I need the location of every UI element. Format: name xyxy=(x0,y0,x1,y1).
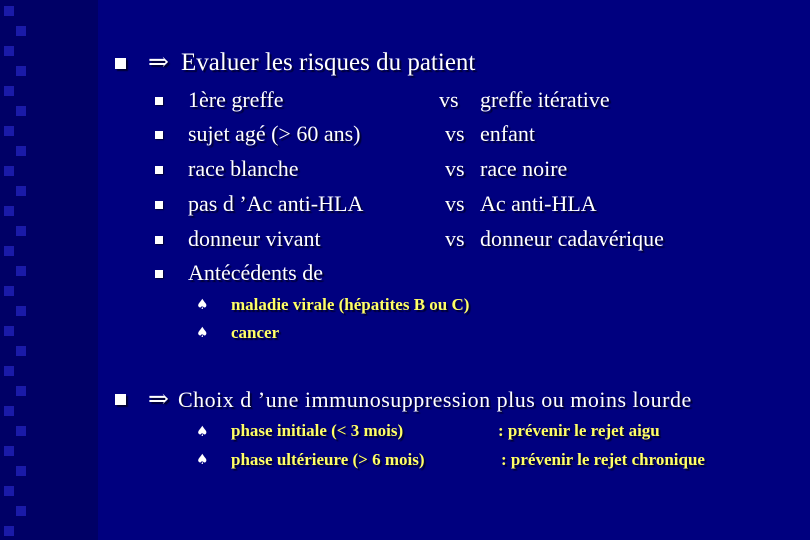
phase-label: phase ultérieure (> 6 mois) xyxy=(231,450,425,469)
risk-vs: vs xyxy=(439,87,459,112)
decorative-square xyxy=(4,286,14,296)
risk-right: race noire xyxy=(480,156,568,181)
decorative-square xyxy=(16,66,26,76)
decorative-square xyxy=(16,506,26,516)
decorative-square xyxy=(4,326,14,336)
decorative-square xyxy=(16,306,26,316)
decorative-square xyxy=(16,26,26,36)
decorative-square xyxy=(4,486,14,496)
antecedent-item: cancer xyxy=(231,323,280,342)
decorative-square xyxy=(4,166,14,176)
decorative-square xyxy=(16,266,26,276)
risk-left: donneur vivant xyxy=(188,226,321,251)
risk-right: donneur cadavérique xyxy=(480,226,664,251)
heading-arrow: ⇒ xyxy=(148,386,169,413)
decorative-square xyxy=(16,426,26,436)
risk-left: race blanche xyxy=(188,156,299,181)
spade-icon: ♠ xyxy=(196,452,209,468)
decorative-square xyxy=(16,106,26,116)
risk-vs: vs xyxy=(445,226,465,251)
decorative-square xyxy=(16,386,26,396)
risk-right: greffe itérative xyxy=(480,87,610,112)
risk-left: sujet agé (> 60 ans) xyxy=(188,121,361,146)
square-bullet-icon xyxy=(155,166,163,174)
square-bullet-icon xyxy=(155,201,163,209)
square-bullet-icon xyxy=(115,58,126,69)
decorative-square xyxy=(16,466,26,476)
spade-icon: ♠ xyxy=(196,424,209,440)
decorative-side-strip xyxy=(0,0,98,540)
phase-goal: : prévenir le rejet chronique xyxy=(501,450,705,469)
risk-vs: vs xyxy=(445,121,465,146)
decorative-square xyxy=(4,126,14,136)
decorative-square xyxy=(16,226,26,236)
risk-right: Ac anti-HLA xyxy=(480,191,597,216)
decorative-square xyxy=(4,6,14,16)
decorative-square xyxy=(4,46,14,56)
spade-icon: ♠ xyxy=(196,325,209,341)
risk-left: 1ère greffe xyxy=(188,87,284,112)
square-bullet-icon xyxy=(155,236,163,244)
decorative-square xyxy=(4,86,14,96)
decorative-square xyxy=(4,406,14,416)
decorative-square xyxy=(4,526,14,536)
heading-choix: Choix d ’une immunosuppression plus ou moins lourde xyxy=(178,387,692,412)
decorative-square xyxy=(16,186,26,196)
decorative-square xyxy=(4,446,14,456)
square-bullet-icon xyxy=(155,131,163,139)
square-bullet-icon xyxy=(155,97,163,105)
risk-right: enfant xyxy=(480,121,535,146)
decorative-square xyxy=(4,206,14,216)
spade-icon: ♠ xyxy=(196,297,209,313)
risk-left: Antécédents de xyxy=(188,260,323,285)
risk-vs: vs xyxy=(445,156,465,181)
square-bullet-icon xyxy=(115,394,126,405)
decorative-square xyxy=(4,246,14,256)
risk-vs: vs xyxy=(445,191,465,216)
phase-label: phase initiale (< 3 mois) xyxy=(231,421,404,440)
phase-goal: : prévenir le rejet aigu xyxy=(498,421,660,440)
decorative-square xyxy=(4,366,14,376)
square-bullet-icon xyxy=(155,270,163,278)
decorative-square xyxy=(16,346,26,356)
antecedent-item: maladie virale (hépatites B ou C) xyxy=(231,295,470,314)
heading-evaluer: Evaluer les risques du patient xyxy=(181,49,476,76)
heading-arrow: ⇒ xyxy=(148,49,169,76)
decorative-square xyxy=(16,146,26,156)
risk-left: pas d ’Ac anti-HLA xyxy=(188,191,364,216)
